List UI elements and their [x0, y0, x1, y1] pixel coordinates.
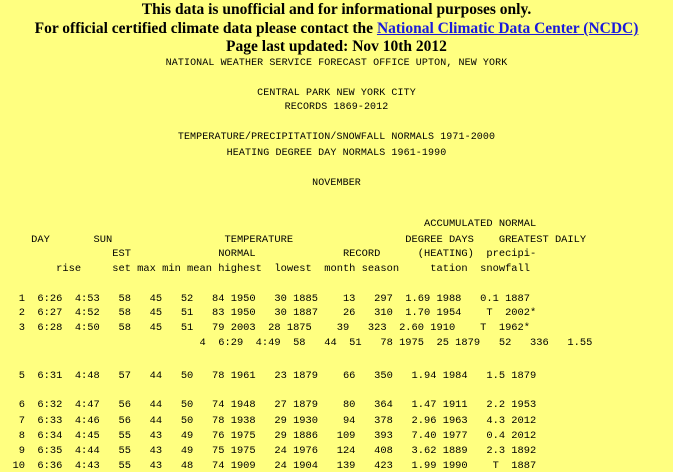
station-name: CENTRAL PARK NEW YORK CITY [257, 88, 416, 99]
header-line: EST NORMAL RECORD (HEATING) precipi- [0, 248, 537, 261]
table-row: 4 6:29 4:49 58 44 51 78 1975 25 1879 52 336 1.55 [0, 337, 593, 350]
header-line: rise set max min mean highest lowest month season tation snowfall [0, 263, 531, 276]
header-line: DAY SUN TEMPERATURE DEGREE DAYS GREATEST DAILY [0, 234, 587, 247]
ncdc-link[interactable]: National Climatic Data Center (NCDC) [376, 20, 639, 37]
table-row: 8 6:34 4:45 55 43 49 76 1975 29 1886 109 393 7.40 1977 0.4 2012 [0, 430, 537, 443]
table-row: 3 6:28 4:50 58 45 51 79 2003 28 1875 39 323 2.60 1910 T 1962* [0, 322, 531, 335]
normals-line-2: HEATING DEGREE DAY NORMALS 1961-1990 [226, 148, 447, 159]
table-row: 10 6:36 4:43 55 43 48 74 1909 24 1904 139 423 1.99 1990 T 1887 [0, 460, 537, 472]
header-line: ACCUMULATED NORMAL [0, 218, 537, 231]
disclaimer-line: This data is unofficial and for informational purposes only. [141, 1, 532, 18]
office-name: NATIONAL WEATHER SERVICE FORECAST OFFICE UPTON, NEW YORK [165, 58, 508, 69]
table-row: 6 6:32 4:47 56 44 50 74 1948 27 1879 80 364 1.47 1911 2.2 1953 [0, 399, 537, 412]
normals-line-1: TEMPERATURE/PRECIPITATION/SNOWFALL NORMALS 1971-2000 [177, 132, 496, 143]
contact-line [0, 20, 673, 38]
contact-text: For official certified climate data please contact the [34, 20, 377, 37]
records-range: RECORDS 1869-2012 [284, 102, 389, 113]
table-row: 9 6:35 4:44 55 43 49 75 1975 24 1976 124 408 3.62 1889 2.3 1892 [0, 445, 537, 458]
table-row: 2 6:27 4:52 58 45 51 83 1950 30 1887 26 310 1.70 1954 T 2002* [0, 307, 537, 320]
last-updated: Page last updated: Nov 10th 2012 [226, 38, 447, 55]
table-row: 7 6:33 4:46 56 44 50 78 1938 29 1930 94 378 2.96 1963 4.3 2012 [0, 415, 537, 428]
month-heading: NOVEMBER [312, 178, 361, 189]
table-row: 5 6:31 4:48 57 44 50 78 1961 23 1879 66 350 1.94 1984 1.5 1879 [0, 370, 537, 383]
table-row: 1 6:26 4:53 58 45 52 84 1950 30 1885 13 297 1.69 1988 0.1 1887 [0, 293, 531, 306]
